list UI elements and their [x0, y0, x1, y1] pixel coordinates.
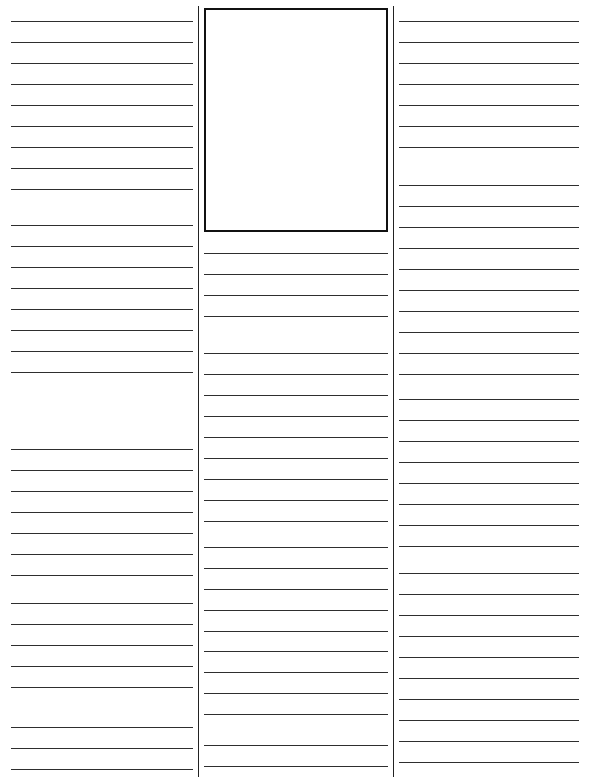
paragraph-text: [204, 730, 388, 751]
paragraph-text: [11, 434, 193, 455]
paragraph-text: [11, 210, 193, 231]
headline-line: [212, 188, 380, 217]
paragraph-text: [204, 532, 388, 553]
article-paragraph: [11, 434, 193, 584]
paragraph-text: [399, 170, 579, 191]
paragraph-text: [204, 338, 388, 359]
article-paragraph: [11, 210, 193, 378]
article-paragraph: [399, 170, 579, 380]
article-paragraph: [399, 558, 579, 777]
article-paragraph: [204, 730, 388, 777]
article-paragraph: [11, 712, 193, 777]
paragraph-text: [11, 588, 193, 609]
article-paragraph: [204, 338, 388, 528]
article-column-middle: [198, 6, 394, 777]
headline-line: [212, 130, 380, 159]
article-paragraph: [399, 6, 579, 166]
article-paragraph: [204, 532, 388, 632]
headline-line: [212, 159, 380, 188]
paragraph-text: [399, 6, 579, 27]
paragraph-text: [11, 712, 193, 733]
paragraph-text: [399, 558, 579, 579]
article-paragraph: [11, 6, 193, 206]
article-column-left: [6, 6, 198, 777]
article-paragraph: [11, 588, 193, 708]
headline-line: [212, 72, 380, 101]
paragraph-text: [399, 384, 579, 405]
headline-line: [212, 101, 380, 130]
paragraph-text: [204, 636, 388, 657]
paragraph-text: [204, 238, 388, 259]
headline-line: [212, 43, 380, 72]
headline-box: [204, 8, 388, 232]
article-paragraph: [204, 636, 388, 726]
article-column-right: [394, 6, 584, 777]
article-paragraph: [204, 238, 388, 334]
headline-line: [212, 14, 380, 43]
section-subheading: [11, 382, 193, 406]
article-paragraph: [399, 384, 579, 554]
paragraph-text: [11, 6, 193, 27]
section-subheading: [11, 408, 193, 432]
